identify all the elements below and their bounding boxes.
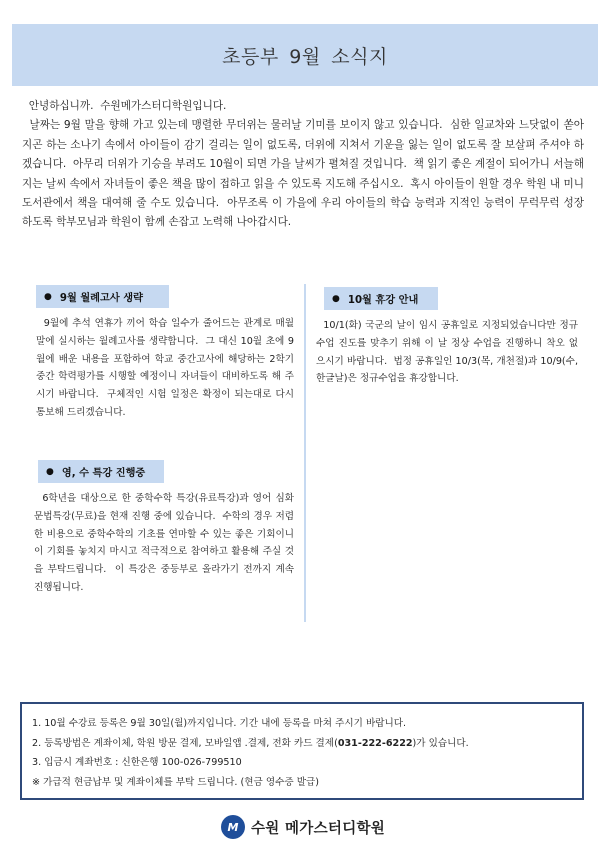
bullet-icon: ● — [332, 293, 340, 304]
logo-icon: M — [221, 815, 245, 839]
info-line-deadline: 1. 10월 수강료 등록은 9월 30일(월)까지입니다. 기간 내에 등록을 마쳐 주시기 바랍니다. — [32, 718, 407, 729]
column-divider — [304, 284, 306, 622]
intro-body: 날짜는 9월 말을 향해 가고 있는데 맹렬한 무더위는 물러날 기미를 보이지 않고 있습니다. 심한 일교차와 느닷없이 쏟아지곤 하는 소나기 속에서 아이들이 감기 걸리는 일이 없도록, 더위에 지쳐서 기운을 잃는 일이 없도록 잘 보살펴 주셔야 하겠습니다. 아무리 더위가 기승을 부려도 10월이 되면 가을 날씨가 펼쳐질 것입니다. 책 읽기 좋은 계절이 되어가니 서늘해지는 날씨 속에서 자녀들이 좋은 책을 많이 접하고 읽을 수 있도록 지도해 주십시오. 혹시 아이들이 원할 경우 학원 내 미니 도서관에서 책을 대여해 줄 수도 있습니다. 아무조록 이 가을에 우리 아이들의 학습 능력과 지적인 능력이 무럭무럭 성장하도록 학부모님과 학원이 함께 손잡고 노력해 나아갑시다. — [22, 119, 588, 229]
payment-methods-text: 2. 등록방법은 계좌이체, 학원 방문 결제, 모바일앱 .결제, 전화 카드 결제( — [32, 737, 338, 749]
info-line-note: ※ 가급적 현금납부 및 계좌이체를 부탁 드립니다. (현금 영수증 발급) — [32, 776, 319, 788]
bullet-icon: ● — [46, 466, 54, 477]
intro-text — [22, 97, 588, 233]
section-body-special-course: 6학년을 대상으로 한 중학수학 특강(유료특강)과 영어 심화문법특강(무료)을 현재 진행 중에 있습니다. 수학의 경우 저렴한 비용으로 중학수학의 기초를 연마할 수 있는 좋은 기회이니 이 기회를 놓치지 마시고 적극적으로 참여하고 활용해 주실 것을 부탁드립니다. 이 특강은 중등부로 올라가기 전까지 계속 진행됩니다. — [34, 493, 298, 593]
section-body-monthly-test: 9월에 추석 연휴가 끼어 학습 일수가 줄어드는 관계로 매월 말에 실시하는 월례고사를 생략합니다. 그 대신 10월 초에 9월에 배운 내용을 포함하여 학교 중간고사에 해당하는 2학기 중간 학력평가를 시행할 예정이니 자녀들이 대비하도록 해 주시기 바랍니다. 구체적인 시험 일정은 확정이 되는대로 다시 통보해 드리겠습니다. — [36, 318, 298, 418]
info-line-account: 3. 입금시 계좌번호 : 신한은행 100-026-799510 — [32, 757, 242, 768]
payment-methods-suffix: )가 있습니다. — [412, 737, 469, 749]
academy-logo — [221, 814, 385, 840]
academy-name: 수원 메가스터디학원 — [251, 820, 386, 837]
section-body-holiday: 10/1(화) 국군의 날이 임시 공휴일로 지정되었습니다만 정규 수업 진도를 맞추기 위해 이 날 정상 수업을 진행하니 착오 없으시기 바랍니다. 법정 공휴일인 10/3(목, 개천절)과 10/9(수, 한글날)은 정규수업을 휴강합니다. — [316, 320, 582, 385]
intro-greeting: 안녕하십니까. 수원메가스터디학원입니다. — [22, 100, 227, 112]
section-title: 10월 휴강 안내 — [347, 295, 419, 306]
section-header-special-course — [38, 460, 164, 483]
section-header-holiday — [324, 287, 438, 310]
page-title: 초등부 9월 소식지 — [222, 45, 388, 68]
registration-info-box — [20, 702, 584, 800]
section-header-monthly-test — [36, 285, 169, 308]
info-line-payment — [32, 734, 572, 754]
phone-number: 031-222-6222 — [337, 737, 413, 749]
section-title: 영, 수 특강 진행중 — [61, 468, 146, 479]
bullet-icon: ● — [44, 291, 52, 302]
section-title: 9월 월례고사 생략 — [59, 293, 143, 304]
newsletter-title-bar — [12, 24, 598, 86]
